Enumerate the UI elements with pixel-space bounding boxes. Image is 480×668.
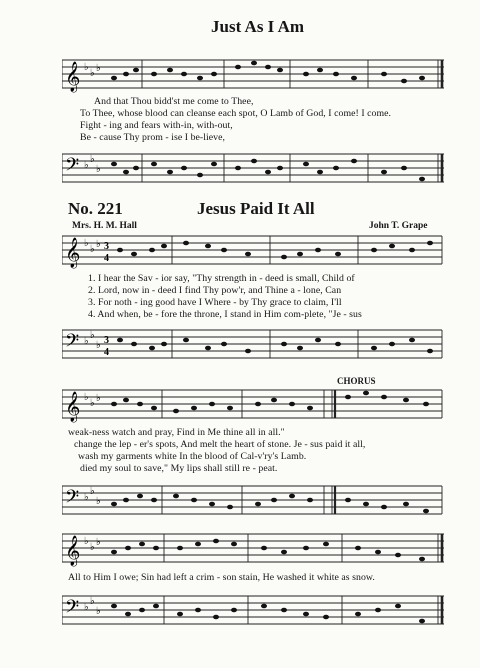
chorus-label: CHORUS [337, 376, 376, 386]
lyric-line: wash my garments white In the blood of Cal-v'ry's Lamb. [78, 451, 307, 462]
svg-text:♭: ♭ [96, 340, 101, 351]
lyric-line: 2. Lord, now in - deed I find Thy pow'r, and Thine a - lone, Can [88, 285, 342, 296]
svg-text:♭: ♭ [84, 602, 89, 613]
svg-text:4: 4 [104, 253, 109, 264]
system1-treble-staff [62, 232, 448, 272]
composer-credit: John T. Grape [369, 221, 428, 231]
svg-text:♭: ♭ [96, 239, 101, 250]
svg-text:♭: ♭ [90, 154, 95, 165]
lyric-line: Fight - ing and fears with-in, with-out, [80, 120, 233, 131]
system1-bass-staff [62, 326, 448, 366]
lyric-line: And that Thou bidd'st me come to Thee, [94, 96, 254, 107]
svg-text:♭: ♭ [84, 492, 89, 503]
svg-text:♭: ♭ [84, 238, 89, 249]
hymn-number: No. 221 [68, 199, 123, 218]
svg-text:♭: ♭ [84, 392, 89, 403]
svg-text:♭: ♭ [84, 336, 89, 347]
svg-text:♭: ♭ [90, 542, 95, 553]
svg-text:♭: ♭ [84, 160, 89, 171]
svg-text:♭: ♭ [96, 393, 101, 404]
svg-text:𝄞: 𝄞 [65, 536, 81, 566]
svg-text:3: 3 [104, 335, 109, 346]
lyric-line: change the lep - er's spots, And melt the heart of stone. Je - sus paid it all, [74, 439, 366, 450]
system3-treble-staff [62, 530, 448, 570]
svg-text:♭: ♭ [96, 63, 101, 74]
lyric-line: To Thee, whose blood can cleanse each spot, O Lamb of God, I come! I come. [80, 108, 392, 119]
svg-text:♭: ♭ [96, 164, 101, 175]
lyric-line: All to Him I owe; Sin had left a crim - son stain, He washed it white as snow. [68, 572, 375, 583]
svg-text:♭: ♭ [84, 536, 89, 547]
svg-text:𝄢: 𝄢 [65, 331, 80, 356]
system3-bass-staff [62, 592, 448, 632]
svg-text:♭: ♭ [96, 496, 101, 507]
system2-bass-staff [62, 482, 448, 522]
svg-text:𝄞: 𝄞 [65, 238, 81, 268]
svg-text:♭: ♭ [90, 486, 95, 497]
svg-text:𝄞: 𝄞 [65, 392, 81, 422]
svg-text:𝄢: 𝄢 [65, 487, 80, 512]
lyric-line: died my soul to save," My lips shall still re - peat. [80, 463, 278, 474]
lyric-line: weak-ness watch and pray, Find in Me thine all in all." [68, 427, 285, 438]
author-credit: Mrs. H. M. Hall [72, 221, 137, 231]
svg-text:3: 3 [104, 241, 109, 252]
svg-text:♭: ♭ [90, 244, 95, 255]
hymn-title: Jesus Paid It All [197, 199, 315, 218]
lyric-line: Be - cause Thy prom - ise I be-lieve, [80, 132, 226, 143]
svg-text:♭: ♭ [90, 596, 95, 607]
system2-treble-staff [62, 386, 448, 426]
hymn1-bass-staff [62, 150, 448, 190]
svg-text:♭: ♭ [96, 606, 101, 617]
hymn1-treble-staff [62, 56, 448, 96]
svg-text:𝄢: 𝄢 [65, 155, 80, 180]
svg-text:𝄞: 𝄞 [65, 62, 81, 92]
svg-text:𝄢: 𝄢 [65, 597, 80, 622]
svg-text:♭: ♭ [90, 330, 95, 341]
svg-text:♭: ♭ [84, 62, 89, 73]
hymn-title: Just As I Am [211, 17, 305, 36]
svg-text:♭: ♭ [90, 68, 95, 79]
svg-text:♭: ♭ [90, 398, 95, 409]
lyric-line: 4. And when, be - fore the throne, I stand in Him com-plete, "Je - sus [88, 309, 362, 320]
lyric-line: 1. I hear the Sav - ior say, "Thy strength in - deed is small, Child of [88, 273, 355, 284]
svg-text:♭: ♭ [96, 537, 101, 548]
lyric-line: 3. For noth - ing good have I Where - by Thy grace to claim, I'll [88, 297, 342, 308]
svg-text:4: 4 [104, 347, 109, 358]
